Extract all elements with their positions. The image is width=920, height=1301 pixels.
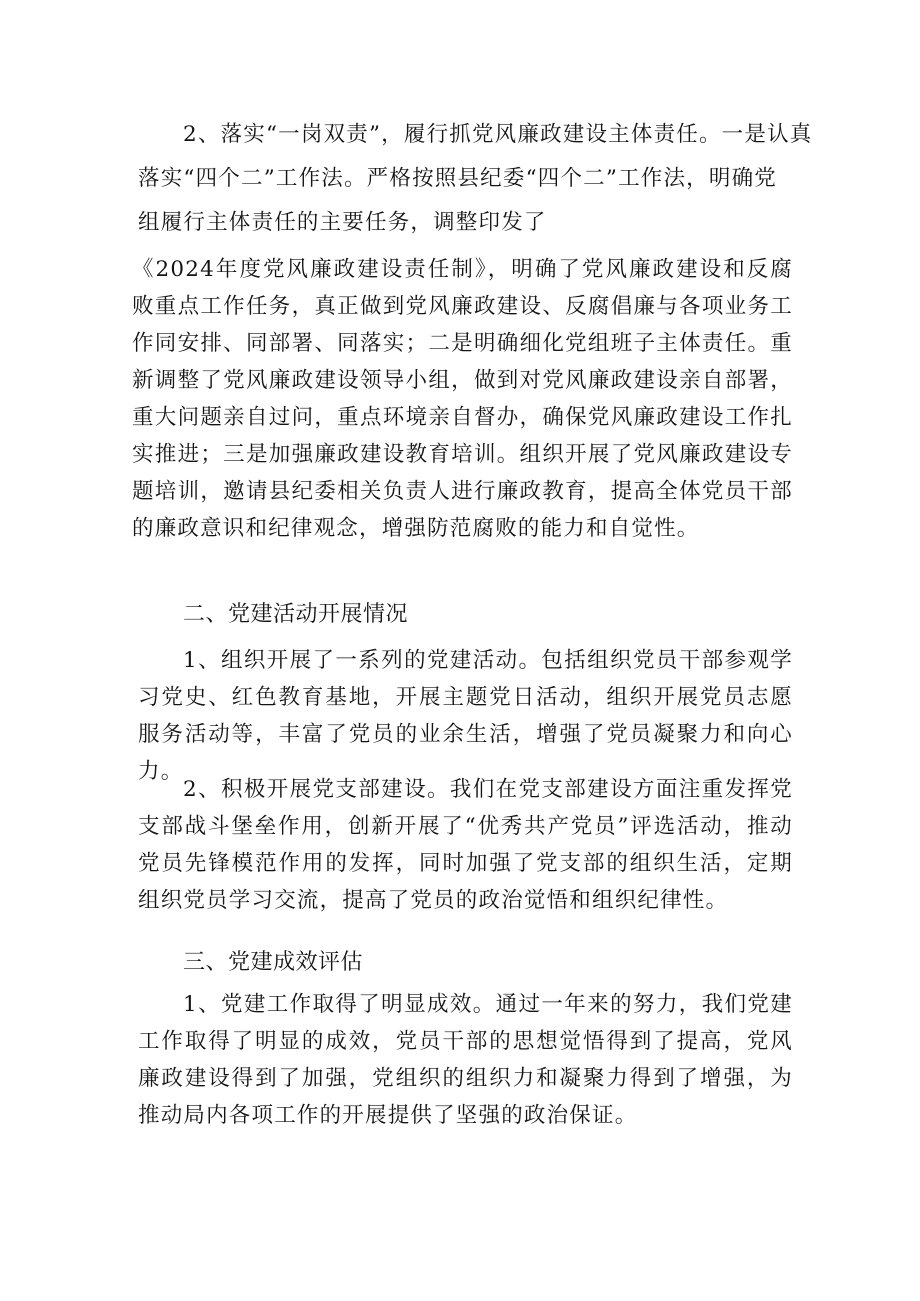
paragraph-2: 1、组织开展了一系列的党建活动。包括组织党员干部参观学习党史、红色教育基地，开展主题党日活动，组织开展党员志愿服务活动等，丰富了党员的业余生活，增强了党员凝聚力和向心力。	[138, 648, 793, 784]
paragraph-1-line-1: 2、落实“一岗双责”，履行抓党风廉政建设主体责任。一是认真	[183, 122, 813, 147]
paragraph-3: 2、积极开展党支部建设。我们在党支部建设方面注重发挥党支部战斗堡垒作用，创新开展了“优秀共产党员”评选活动，推动党员先锋模范作用的发挥，同时加强了党支部的组织生活，定期组织党员学习交流，提高了党员的政治觉悟和组织纪律性。	[138, 777, 793, 913]
section-heading-3: 三、党建成效评估	[183, 950, 364, 975]
section-heading-2: 二、党建活动开展情况	[183, 602, 409, 627]
paragraph-1-continuation: 《2024年度党风廉政建设责任制》，明确了党风廉政建设和反腐败重点工作任务，真正做到党风廉政建设、反腐倡廉与各项业务工作同安排、同部署、同落实；二是明确细化党组班子主体责任。重新调整了党风廉政建设领导小组，做到对党风廉政建设亲自部署，重大问题亲自过问，重点环境亲自督办，确保党风廉政建设工作扎实推进；三是加强廉政建设教育培训。组织开展了党风廉政建设专题培训，邀请县纪委相关负责人进行廉政教育，提高全体党员干部的廉政意识和纪律观念，增强防范腐败的能力和自觉性。	[132, 257, 793, 541]
paragraph-1-line-2: 落实“四个二”工作法。严格按照县纪委“四个二”工作法，明确党	[138, 166, 777, 191]
paragraph-4: 1、党建工作取得了明显成效。通过一年来的努力，我们党建工作取得了明显的成效，党员干部的思想觉悟得到了提高，党风廉政建设得到了加强，党组织的组织力和凝聚力得到了增强，为推动局内各项工作的开展提供了坚强的政治保证。	[138, 992, 793, 1128]
paragraph-1-line-3: 组履行主体责任的主要任务，调整印发了	[138, 210, 547, 235]
